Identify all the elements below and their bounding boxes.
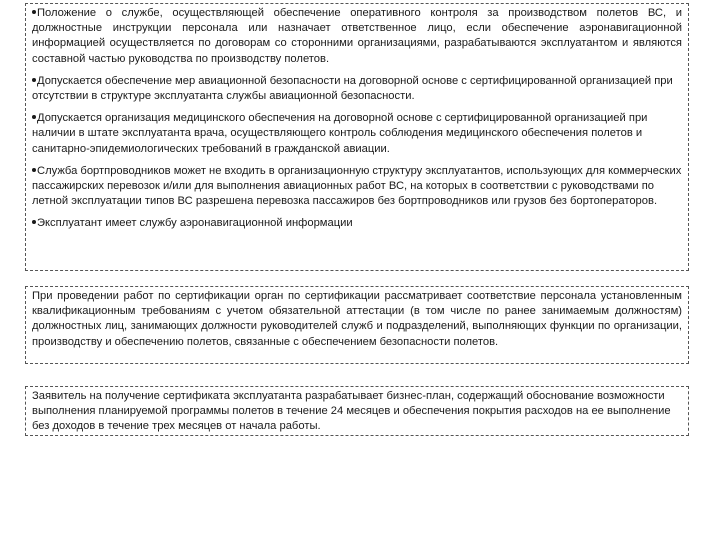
list-item-text: Допускается организация медицинского обеспечения на договорной основе с сертифицированной организацией при наличии в штате эксплуатанта врача, осуществляющего контроль соблюдения медицинского обеспечения полетов и санитарно-эпидемиологических требований в гражданской авиации. — [32, 112, 648, 155]
list-item-text: Положение о службе, осуществляющей обеспечение оперативного контроля за производством полетов ВС, и должностные инструкции персонала или назначает ответственное лицо, если обеспечение аэронавигационной информацией осуществляется по договорам со сторонними организациями, разрабатываются эксплуатантом и являются составной частью руководства по производству полетов. — [32, 7, 682, 65]
list-item — [32, 74, 682, 104]
certification-box — [25, 286, 689, 364]
bullet-icon — [32, 168, 36, 172]
bullet-icon — [32, 115, 36, 119]
list-item — [32, 111, 682, 157]
business-plan-box — [25, 386, 689, 436]
bullet-icon — [32, 220, 36, 224]
list-item — [32, 6, 682, 67]
requirements-box — [25, 3, 689, 271]
certification-text: При проведении работ по сертификации орган по сертификации рассматривает соответствие персонала установленным квалификационным требованиям с учетом обязательной аттестации (в том числе по ранее занимаемым должностям) должностных лиц, занимающих должности руководителей служб и подразделений, выполняющих функции по организации, производству и обеспечению полетов, связанные с обеспечением безопасности полетов. — [32, 290, 682, 348]
list-item-text: Эксплуатант имеет службу аэронавигационной информации — [37, 217, 353, 230]
bullet-icon — [32, 10, 36, 14]
list-item — [32, 216, 682, 231]
list-item-text: Допускается обеспечение мер авиационной безопасности на договорной основе с сертифицированной организацией при отсутствии в структуре эксплуатанта службы авиационной безопасности. — [32, 74, 673, 103]
bullet-icon — [32, 78, 36, 82]
list-item-text: Служба бортпроводников может не входить в организационную структуру эксплуатантов, использующих для коммерческих пассажирских перевозок и/или для выполнения авиационных работ ВС, на которых в соответствии с руководствами по летной эксплуатации типов ВС разрешена перевозка пассажиров без бортпроводников или грузов без бортоператоров. — [32, 164, 682, 208]
business-plan-text: Заявитель на получение сертификата эксплуатанта разрабатывает бизнес-план, содержащий обоснование возможности выполнения планируемой программы полетов в течение 24 месяцев и обеспечения покрытия расходов на ее выполнение без доходов в течение трех месяцев от начала работы. — [32, 390, 671, 433]
list-item — [32, 164, 682, 210]
